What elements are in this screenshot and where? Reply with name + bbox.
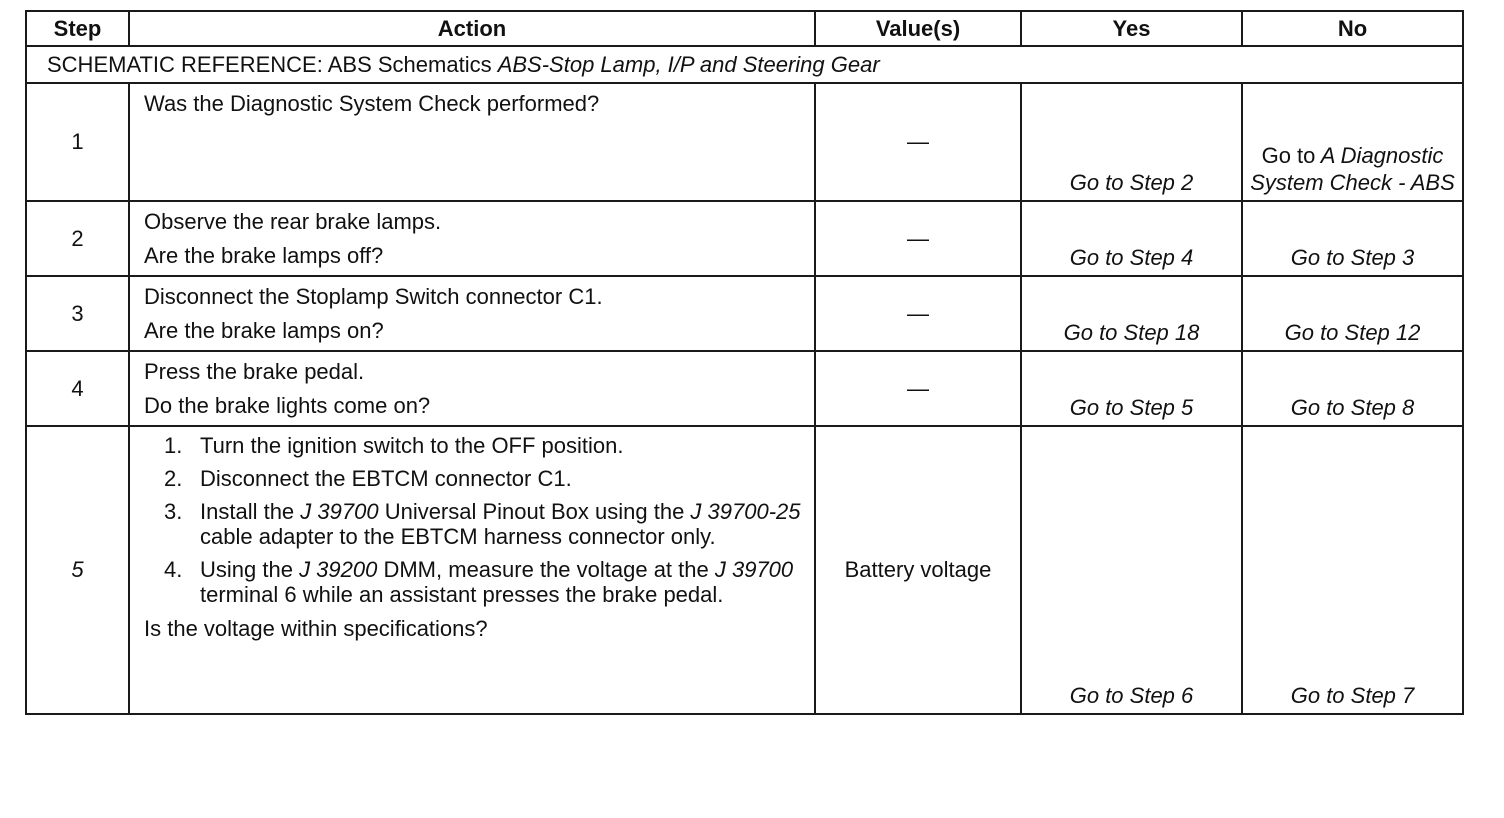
no-cell xyxy=(1242,83,1463,201)
step-number: 3 xyxy=(26,276,129,351)
no-cell: Go to Step 7 xyxy=(1242,426,1463,714)
no-target: A Diagnostic System Check - ABS xyxy=(1250,143,1455,195)
table-row xyxy=(26,83,1463,201)
yes-cell: Go to Step 2 xyxy=(1021,83,1242,201)
tool-reference: J 39200 xyxy=(299,557,378,582)
value-cell: — xyxy=(815,351,1021,426)
step-number: 2 xyxy=(26,201,129,276)
header-action: Action xyxy=(129,11,815,46)
yes-cell: Go to Step 5 xyxy=(1021,351,1242,426)
header-yes: Yes xyxy=(1021,11,1242,46)
diagnostic-table xyxy=(25,10,1464,715)
substep xyxy=(164,466,802,491)
substep xyxy=(164,433,802,458)
action-cell xyxy=(129,351,815,426)
substep-number: 1. xyxy=(164,433,183,458)
substep-list xyxy=(144,433,802,607)
no-prefix: Go to xyxy=(1261,143,1316,168)
substep xyxy=(164,557,802,607)
no-cell: Go to Step 3 xyxy=(1242,201,1463,276)
substep-text: Install the J 39700 Universal Pinout Box using the J 39700-25 cable adapter to the EBTCM harness connector only. xyxy=(200,499,801,549)
substep-number: 3. xyxy=(164,499,183,524)
substep-number: 4. xyxy=(164,557,183,582)
schematic-reference-prefix: SCHEMATIC REFERENCE: ABS Schematics xyxy=(47,51,498,77)
schematic-reference xyxy=(26,46,1463,83)
step-number: 5 xyxy=(26,426,129,714)
table-row xyxy=(26,426,1463,714)
value-cell: — xyxy=(815,83,1021,201)
action-cell xyxy=(129,426,815,714)
substep-text: Turn the ignition switch to the OFF position. xyxy=(200,433,624,458)
action-question: Are the brake lamps off? xyxy=(144,243,384,268)
action-text: Disconnect the Stoplamp Switch connector C1. xyxy=(144,284,603,309)
yes-cell: Go to Step 6 xyxy=(1021,426,1242,714)
substep-text: Using the J 39200 DMM, measure the voltage at the J 39700 terminal 6 while an assistant presses the brake pedal. xyxy=(200,557,794,607)
action-cell xyxy=(129,201,815,276)
substep-number: 2. xyxy=(164,466,183,491)
value-cell: Battery voltage xyxy=(815,426,1021,714)
action-text: Press the brake pedal. xyxy=(144,359,365,384)
tool-reference: J 39700 xyxy=(300,499,379,524)
no-cell: Go to Step 8 xyxy=(1242,351,1463,426)
action-text: Observe the rear brake lamps. xyxy=(144,209,442,234)
no-cell: Go to Step 12 xyxy=(1242,276,1463,351)
value-cell: — xyxy=(815,276,1021,351)
action-question: Do the brake lights come on? xyxy=(144,393,431,418)
yes-cell: Go to Step 18 xyxy=(1021,276,1242,351)
table-row xyxy=(26,276,1463,351)
substep-text: Disconnect the EBTCM connector C1. xyxy=(200,466,572,491)
table-row xyxy=(26,201,1463,276)
step-number: 1 xyxy=(26,83,129,201)
action-question: Are the brake lamps on? xyxy=(144,318,384,343)
tool-reference: J 39700-25 xyxy=(690,499,801,524)
schematic-reference-title: ABS-Stop Lamp, I/P and Steering Gear xyxy=(497,51,880,77)
yes-cell: Go to Step 4 xyxy=(1021,201,1242,276)
action-cell xyxy=(129,276,815,351)
value-cell: — xyxy=(815,201,1021,276)
table-row xyxy=(26,351,1463,426)
header-row xyxy=(26,11,1463,46)
header-no: No xyxy=(1242,11,1463,46)
tool-reference: J 39700 xyxy=(714,557,794,582)
action-question: Is the voltage within specifications? xyxy=(144,616,488,641)
action-text: Was the Diagnostic System Check performed? xyxy=(144,91,600,116)
header-values: Value(s) xyxy=(815,11,1021,46)
schematic-reference-row xyxy=(26,46,1463,83)
header-step: Step xyxy=(26,11,129,46)
action-cell xyxy=(129,83,815,201)
step-number: 4 xyxy=(26,351,129,426)
substep xyxy=(164,499,802,549)
